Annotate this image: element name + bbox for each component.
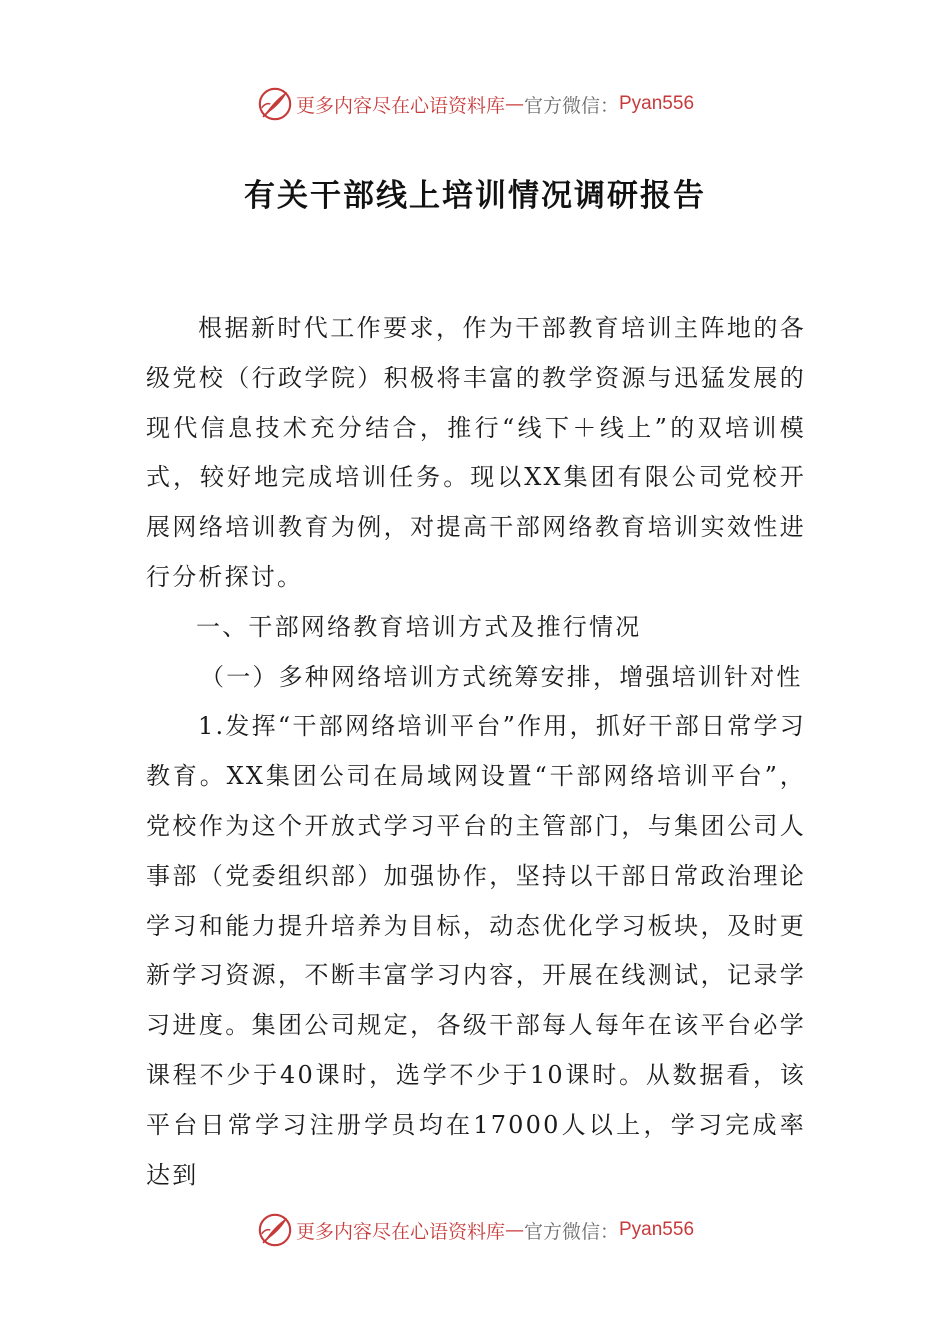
banner-dash: — <box>504 1219 524 1241</box>
banner-wechat-id: Pyan556 <box>619 93 695 114</box>
section-heading: 一、干部网络教育培训方式及推行情况 <box>196 612 642 641</box>
document-title: 有关干部线上培训情况调研报告 <box>244 178 706 214</box>
intro-paragraph: 根据新时代工作要求，作为干部教育培训主阵地的各级党校（行政学院）积极将丰富的教学资源与迅猛发展的现代信息技术充分结合，推行“线下＋线上”的双培训模式，较好地完成培训任务。现以XX集团有限公司党校开展网络培训教育为例，对提高干部网络教育培训实效性进行分析探讨。 <box>146 314 806 591</box>
header-banner <box>0 84 950 124</box>
banner-wechat-id: Pyan556 <box>619 1219 695 1240</box>
banner-wechat-label: 官方微信： <box>523 1220 619 1243</box>
document-body <box>146 304 806 1200</box>
subsection-heading: （一）多种网络培训方式统筹安排，增强培训针对性 <box>200 662 803 691</box>
banner-wechat-label: 官方微信： <box>523 94 619 117</box>
banner-site-text: 更多内容尽在心语资料库 <box>295 1220 505 1243</box>
quill-pen-logo-icon <box>256 1211 294 1249</box>
footer-banner <box>0 1210 950 1250</box>
quill-pen-logo-icon <box>256 85 294 123</box>
banner-site-text: 更多内容尽在心语资料库 <box>295 94 505 117</box>
banner-dash: — <box>504 93 524 115</box>
body-paragraph: 1.发挥“干部网络培训平台”作用，抓好干部日常学习教育。XX集团公司在局域网设置“干部网络培训平台”，党校作为这个开放式学习平台的主管部门，与集团公司人事部（党委组织部）加强协作，坚持以干部日常政治理论学习和能力提升培养为目标，动态优化学习板块，及时更新学习资源，不断丰富学习内容，开展在线测试，记录学习进度。集团公司规定，各级干部每人每年在该平台必学课程不少于40课时，选学不少于10课时。从数据看，该平台日常学习注册学员均在17000人以上，学习完成率达到 <box>146 712 806 1189</box>
